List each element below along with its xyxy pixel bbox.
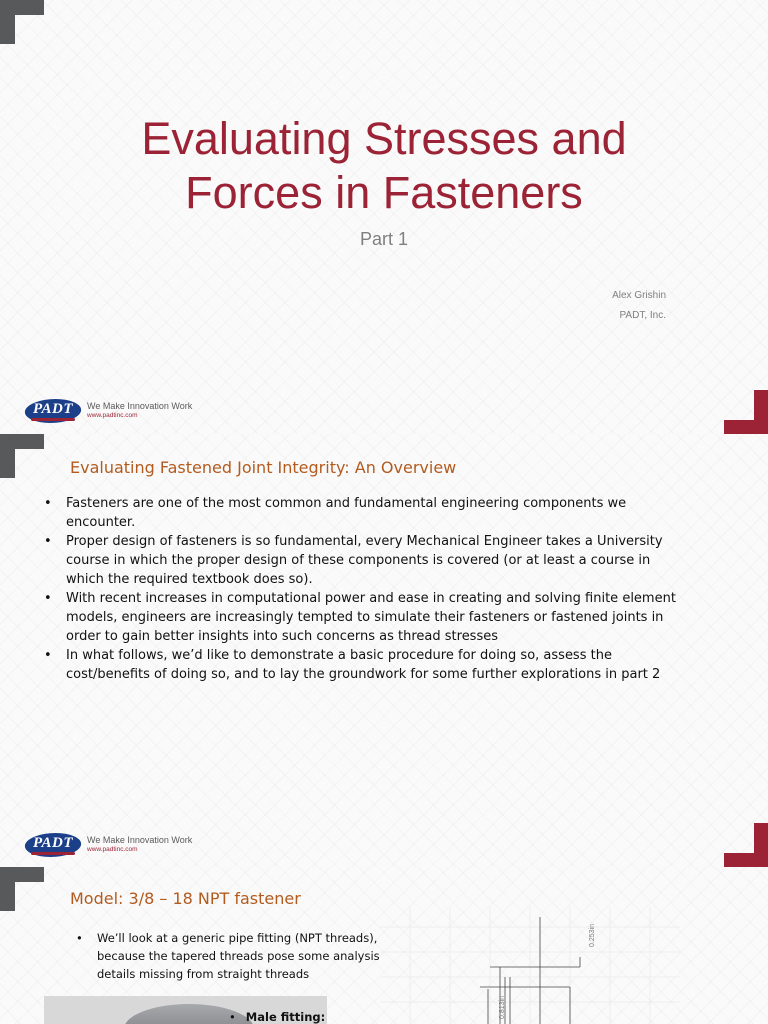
dimension-top-label: 0.253in [589,924,596,947]
padt-logo [25,831,81,859]
footer-tagline: We Make Innovation Work [87,835,193,845]
footer-url[interactable]: www.padtinc.com [87,412,138,419]
corner-bracket-top-left [0,434,44,478]
corner-bracket-top-left [0,0,44,44]
corner-bracket-top-left [0,867,44,911]
company-name: PADT, Inc. [619,310,666,321]
bullet-list [44,494,684,684]
slide-heading: Evaluating Fastened Joint Integrity: An Overview [70,458,457,477]
bullet-item: • We’ll look at a generic pipe fitting (NPT threads), because the tapered threads pose some analysis details missing from straight threads [76,929,386,983]
footer-url[interactable]: www.padtinc.com [87,846,138,853]
slide-heading: Model: 3/8 – 18 NPT fastener [70,889,301,908]
dimension-drawing [380,907,680,1024]
padt-logo-text: PADT [32,401,74,417]
author-name: Alex Grishin [612,290,666,301]
bullet-item: • With recent increases in computational power and ease in creating and solving finite element models, engineers are increasingly tempted to simulate their fasteners or fastened joints in order to gain better insights into such concerns as thread stresses [44,589,684,646]
padt-logo [25,397,81,425]
drawing-grid [380,907,680,1024]
footer-tagline: We Make Innovation Work [87,401,193,411]
bullet-list [76,929,386,983]
fitting-render-image [44,996,327,1024]
fitting-label: • Male fitting: [229,1010,325,1024]
author-block [612,286,666,326]
title-slide [0,0,768,434]
title-line-1: Evaluating Stresses and [141,113,627,164]
bullet-item: • Proper design of fasteners is so fundamental, every Mechanical Engineer takes a University course in which the proper design of these components is covered (or at least a course in which the required textbook does so). [44,532,684,589]
slide-title [0,112,768,220]
dimension-left-label: 0.813in [499,996,506,1019]
bullet-item: • Fasteners are one of the most common and fundamental engineering components we encounter. [44,494,684,532]
corner-bracket-bottom-right [724,823,768,867]
corner-bracket-bottom-right [724,390,768,434]
title-line-2: Forces in Fasteners [185,167,583,218]
overview-slide [0,434,768,867]
slide-subtitle: Part 1 [359,229,409,249]
model-slide [0,867,768,1024]
bullet-item: • In what follows, we’d like to demonstrate a basic procedure for doing so, assess the cost/benefits of doing so, and to lay the groundwork for some further explorations in part 2 [44,646,684,684]
padt-logo-text: PADT [32,835,74,851]
